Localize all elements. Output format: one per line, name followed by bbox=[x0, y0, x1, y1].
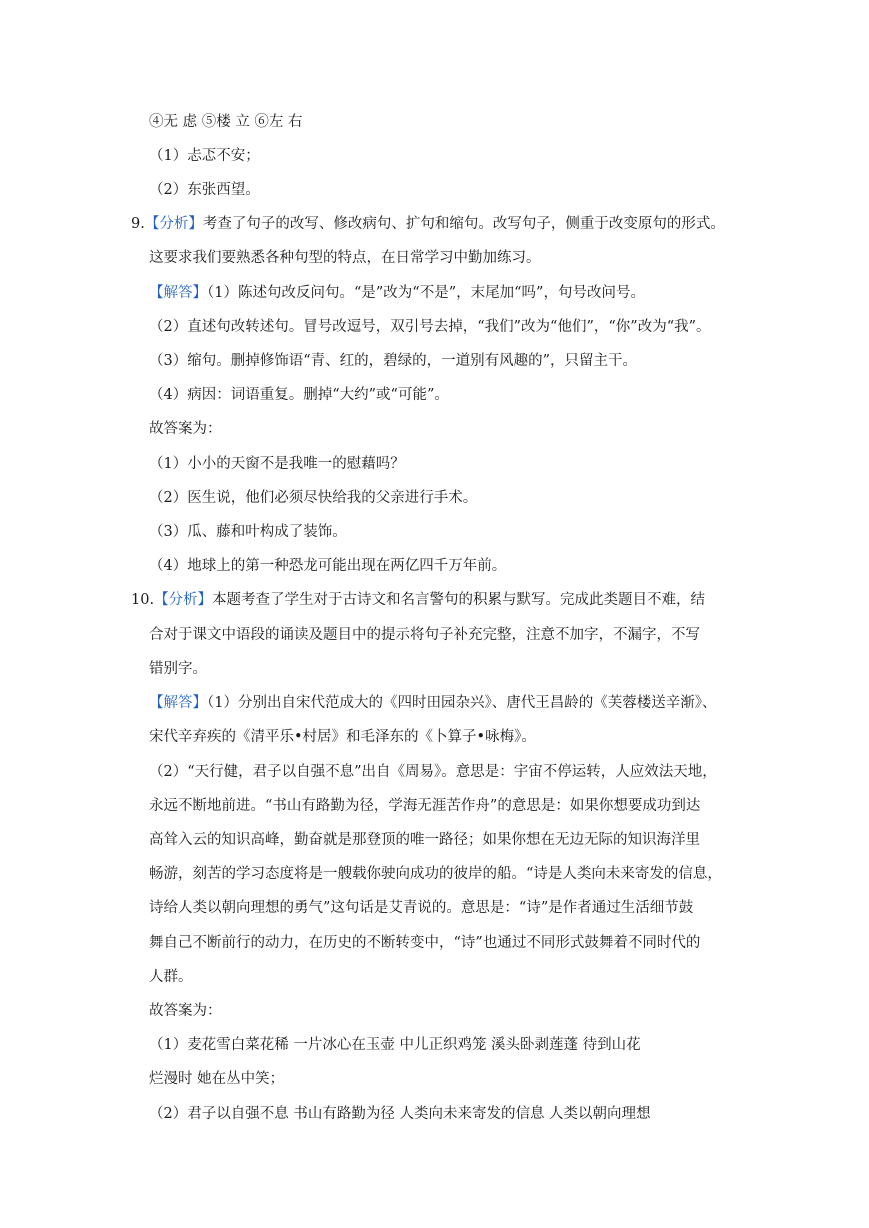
q10-answer-line-5: 高耸入云的知识高峰，勤奋就是那登顶的唯一路径；如果你想在无边无际的知识海洋里 bbox=[149, 832, 700, 848]
q10-final-label: 故答案为： bbox=[149, 1003, 222, 1019]
q10-answer-line-1 bbox=[149, 693, 716, 713]
q9-final-label: 故答案为： bbox=[149, 421, 222, 437]
q10-answer-line-3: （2）“天行健，君子以自强不息”出自《周易》。意思是：宇宙不停运转，人应效法天地， bbox=[149, 764, 717, 780]
q9-analysis-text-1: 考查了句子的改写、修改病句、扩句和缩句。改写句子，侧重于改变原句的形式。 bbox=[202, 216, 725, 232]
q9-answer-tag: 【解答】 bbox=[149, 285, 207, 301]
q9-answer-line-2: （2）直述句改转述句。冒号改逗号，双引号去掉，“我们”改为“他们”，“你”改为“我”。 bbox=[149, 319, 711, 335]
q10-analysis-line-2: 合对于课文中语段的诵读及题目中的提示将句子补充完整，注意不加字，不漏字，不写 bbox=[149, 627, 700, 643]
q10-final-1-line-2: 烂漫时 她在丛中笑； bbox=[149, 1071, 285, 1087]
q9-answer-line-4: （4）病因：词语重复。删掉“大约”或“可能”。 bbox=[149, 387, 449, 403]
q10-analysis-line-3: 错别字。 bbox=[149, 661, 207, 677]
q10-analysis-tag: 【分析】 bbox=[154, 592, 213, 608]
q9-answer-line-3: （3）缩句。删掉修饰语“青、红的，碧绿的，一道别有风趣的”，只留主干。 bbox=[149, 353, 638, 369]
q8-answer-2: （2）东张西望。 bbox=[149, 182, 260, 198]
q9-analysis-line-2: 这要求我们要熟悉各种句型的特点，在日常学习中勤加练习。 bbox=[149, 250, 541, 266]
q10-answer-line-7: 诗给人类以朝向理想的勇气”这句话是艾青说的。意思是：“诗”是作者通过生活细节鼓 bbox=[149, 900, 694, 916]
q10-final-1-line-1: （1）麦花雪白菜花稀 一片冰心在玉壶 中儿正织鸡笼 溪头卧剥莲蓬 待到山花 bbox=[149, 1037, 641, 1053]
q10-analysis-line-1 bbox=[131, 590, 705, 610]
q10-answer-line-8: 舞自己不断前行的动力，在历史的不断转变中，“诗”也通过不同形式鼓舞着不同时代的 bbox=[149, 935, 701, 951]
q9-final-3: （3）瓜、藤和叶构成了装饰。 bbox=[149, 524, 347, 540]
q10-answer-line-9: 人群。 bbox=[149, 969, 193, 985]
q10-answer-line-6: 畅游，刻苦的学习态度将是一艘载你驶向成功的彼岸的船。“诗是人类向未来寄发的信息， bbox=[149, 866, 722, 882]
q9-number: 9. bbox=[131, 216, 145, 232]
q10-answer-text-1: （1）分别出自宋代范成大的《四时田园杂兴》、唐代王昌龄的《芙蓉楼送辛渐》、 bbox=[207, 695, 717, 711]
q8-answer-1: （1）忐忑不安； bbox=[149, 148, 260, 164]
q10-number: 10. bbox=[131, 592, 155, 608]
q9-answer-line-1 bbox=[149, 283, 645, 303]
q9-analysis-tag: 【分析】 bbox=[144, 216, 203, 232]
q10-answer-line-2: 宋代辛弃疾的《清平乐•村居》和毛泽东的《卜算子•咏梅》。 bbox=[149, 729, 536, 745]
q9-final-1: （1）小小的天窗不是我唯一的慰藉吗？ bbox=[149, 456, 405, 472]
q8-line-options: ④无 虑 ⑤楼 立 ⑥左 右 bbox=[149, 114, 303, 130]
q9-final-4: （4）地球上的第一种恐龙可能出现在两亿四千万年前。 bbox=[149, 558, 507, 574]
q9-answer-text-1: （1）陈述句改反问句。“是”改为“不是”，末尾加“吗”，句号改问号。 bbox=[207, 285, 645, 301]
q9-final-2: （2）医生说，他们必须尽快给我的父亲进行手术。 bbox=[149, 490, 478, 506]
q10-answer-tag: 【解答】 bbox=[149, 695, 207, 711]
q10-analysis-text-1: 本题考查了学生对于古诗文和名言警句的积累与默写。完成此类题目不难，结 bbox=[212, 592, 706, 608]
q9-analysis-line-1 bbox=[131, 214, 725, 234]
q10-answer-line-4: 永远不断地前进。“书山有路勤为径，学海无涯苦作舟”的意思是：如果你想要成功到达 bbox=[149, 798, 701, 814]
q10-final-2-line-1: （2）君子以自强不息 书山有路勤为径 人类向未来寄发的信息 人类以朝向理想 bbox=[149, 1106, 651, 1122]
